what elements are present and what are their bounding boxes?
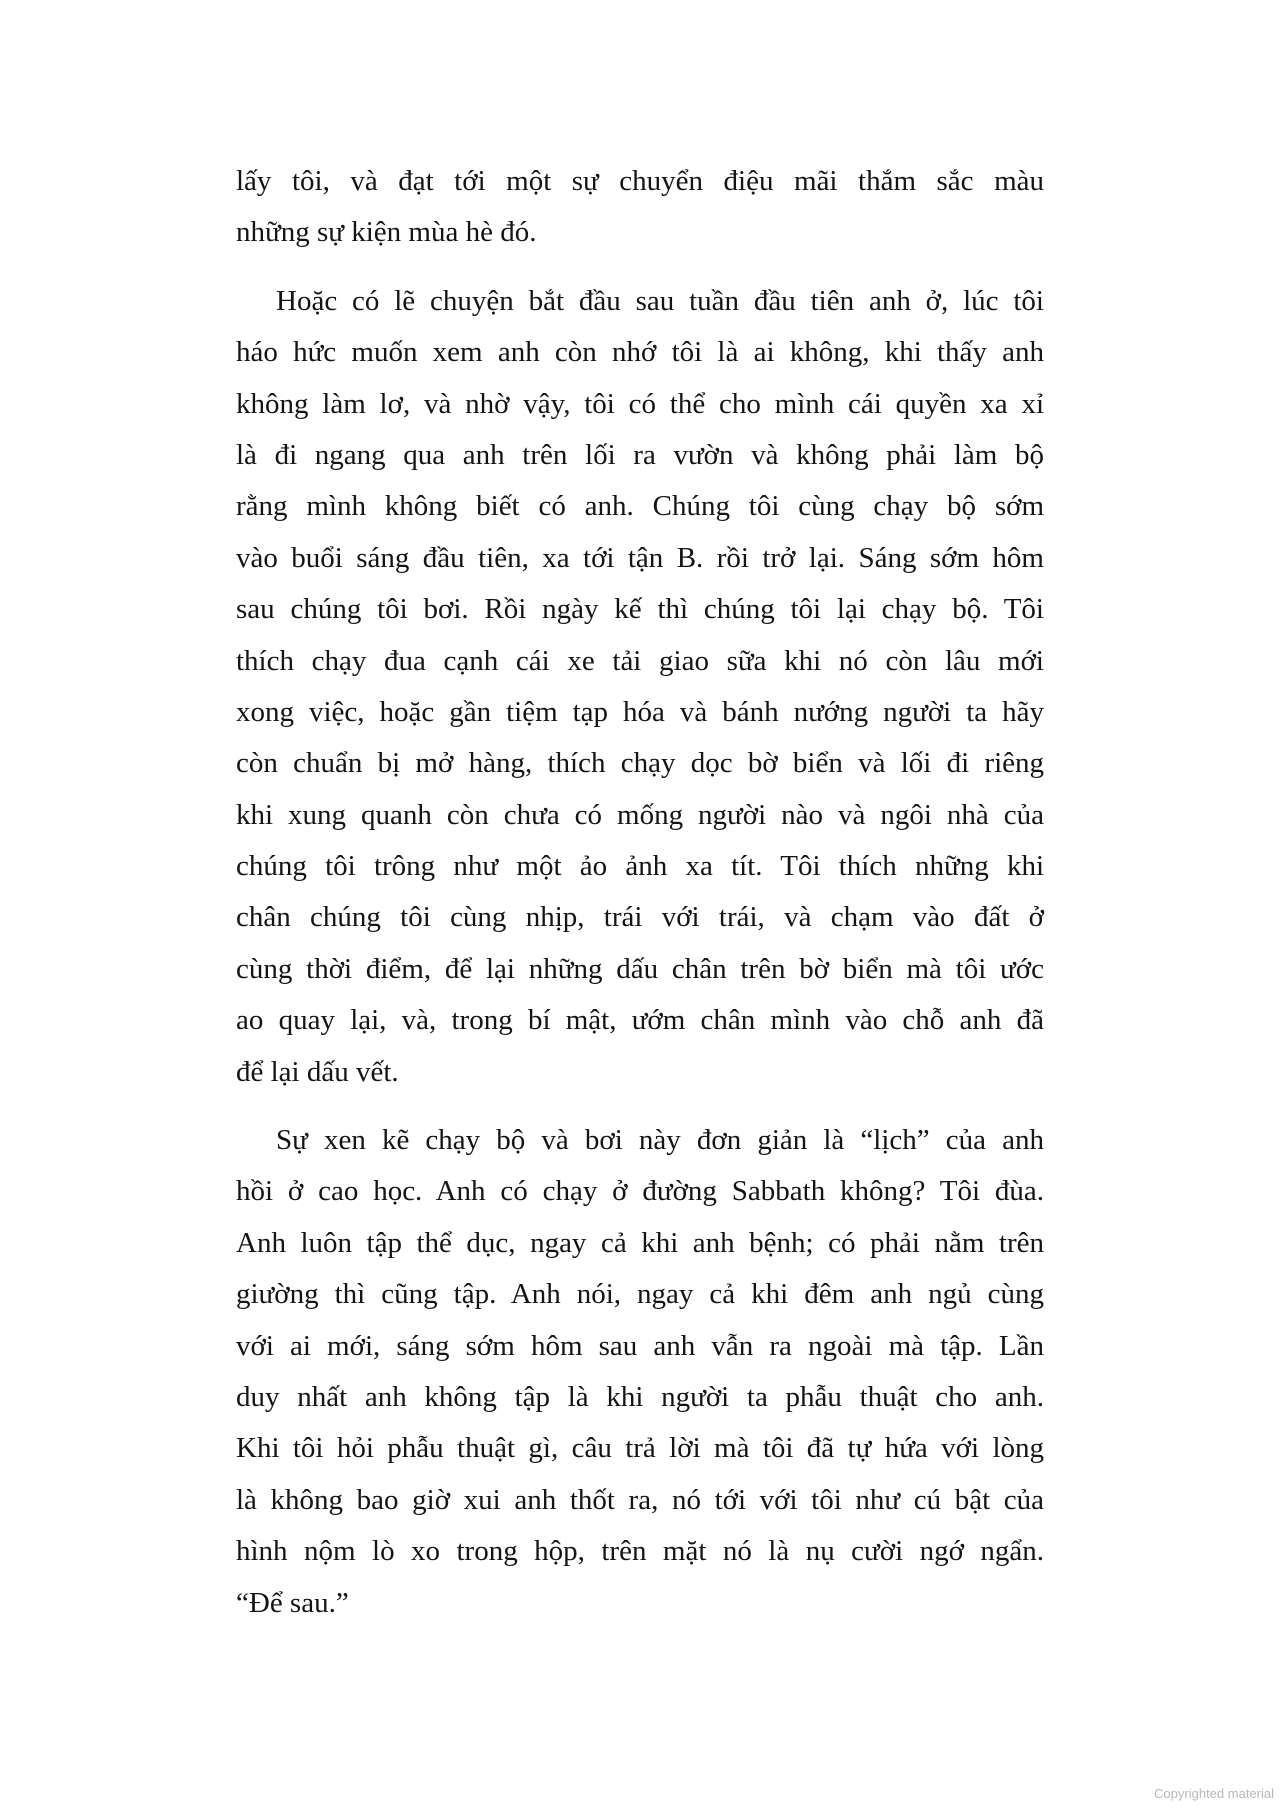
text-line: chân chúng tôi cùng nhịp, trái với trái, và chạm vào đất ở (236, 901, 1044, 934)
text-line: ao quay lại, và, trong bí mật, ướm chân mình vào chỗ anh đã (236, 1004, 1044, 1037)
text-line: những sự kiện mùa hè đó. (236, 216, 537, 249)
text-line: Anh luôn tập thể dục, ngay cả khi anh bệnh; có phải nằm trên (236, 1226, 1044, 1259)
paragraph (236, 276, 1044, 1098)
text-line: Khi tôi hỏi phẫu thuật gì, câu trả lời mà tôi đã tự hứa với lòng (236, 1432, 1044, 1465)
text-line: duy nhất anh không tập là khi người ta phẫu thuật cho anh. (236, 1380, 1044, 1413)
text-line: với ai mới, sáng sớm hôm sau anh vẫn ra ngoài mà tập. Lần (236, 1329, 1044, 1362)
text-line: chúng tôi trông như một ảo ảnh xa tít. Tôi thích những khi (236, 850, 1044, 883)
text-line: khi xung quanh còn chưa có mống người nào và ngôi nhà của (236, 798, 1044, 831)
text-line: “Để sau.” (236, 1586, 349, 1619)
text-line: là không bao giờ xui anh thốt ra, nó tới với tôi như cú bật của (236, 1483, 1044, 1516)
text-line: còn chuẩn bị mở hàng, thích chạy dọc bờ biển và lối đi riêng (236, 747, 1044, 780)
text-line: để lại dấu vết. (236, 1055, 399, 1088)
text-line: là đi ngang qua anh trên lối ra vườn và không phải làm bộ (236, 438, 1044, 471)
text-line: vào buổi sáng đầu tiên, xa tới tận B. rồi trở lại. Sáng sớm hôm (236, 541, 1044, 574)
text-line: xong việc, hoặc gần tiệm tạp hóa và bánh nướng người ta hãy (236, 695, 1044, 728)
text-line: không làm lơ, và nhờ vậy, tôi có thể cho mình cái quyền xa xỉ (236, 387, 1044, 420)
text-line: cùng thời điểm, để lại những dấu chân trên bờ biển mà tôi ước (236, 952, 1044, 985)
book-page-body (236, 156, 1044, 1646)
text-line: lấy tôi, và đạt tới một sự chuyển điệu mãi thắm sắc màu (236, 165, 1044, 197)
text-line: hồi ở cao học. Anh có chạy ở đường Sabbath không? Tôi đùa. (236, 1175, 1044, 1208)
text-line: Hoặc có lẽ chuyện bắt đầu sau tuần đầu tiên anh ở, lúc tôi (276, 284, 1044, 317)
text-line: háo hức muốn xem anh còn nhớ tôi là ai không, khi thấy anh (236, 336, 1044, 369)
text-line: thích chạy đua cạnh cái xe tải giao sữa khi nó còn lâu mới (236, 644, 1044, 677)
text-line: hình nộm lò xo trong hộp, trên mặt nó là nụ cười ngớ ngẩn. (236, 1535, 1044, 1568)
text-line: sau chúng tôi bơi. Rồi ngày kế thì chúng tôi lại chạy bộ. Tôi (236, 593, 1044, 626)
paragraph (236, 156, 1044, 259)
paragraph (236, 1115, 1044, 1629)
text-line: Sự xen kẽ chạy bộ và bơi này đơn giản là “lịch” của anh (276, 1124, 1044, 1157)
text-line: rằng mình không biết có anh. Chúng tôi cùng chạy bộ sớm (236, 490, 1044, 523)
text-line: giường thì cũng tập. Anh nói, ngay cả khi đêm anh ngủ cùng (236, 1278, 1044, 1311)
copyright-notice: Copyrighted material (1154, 1786, 1274, 1801)
